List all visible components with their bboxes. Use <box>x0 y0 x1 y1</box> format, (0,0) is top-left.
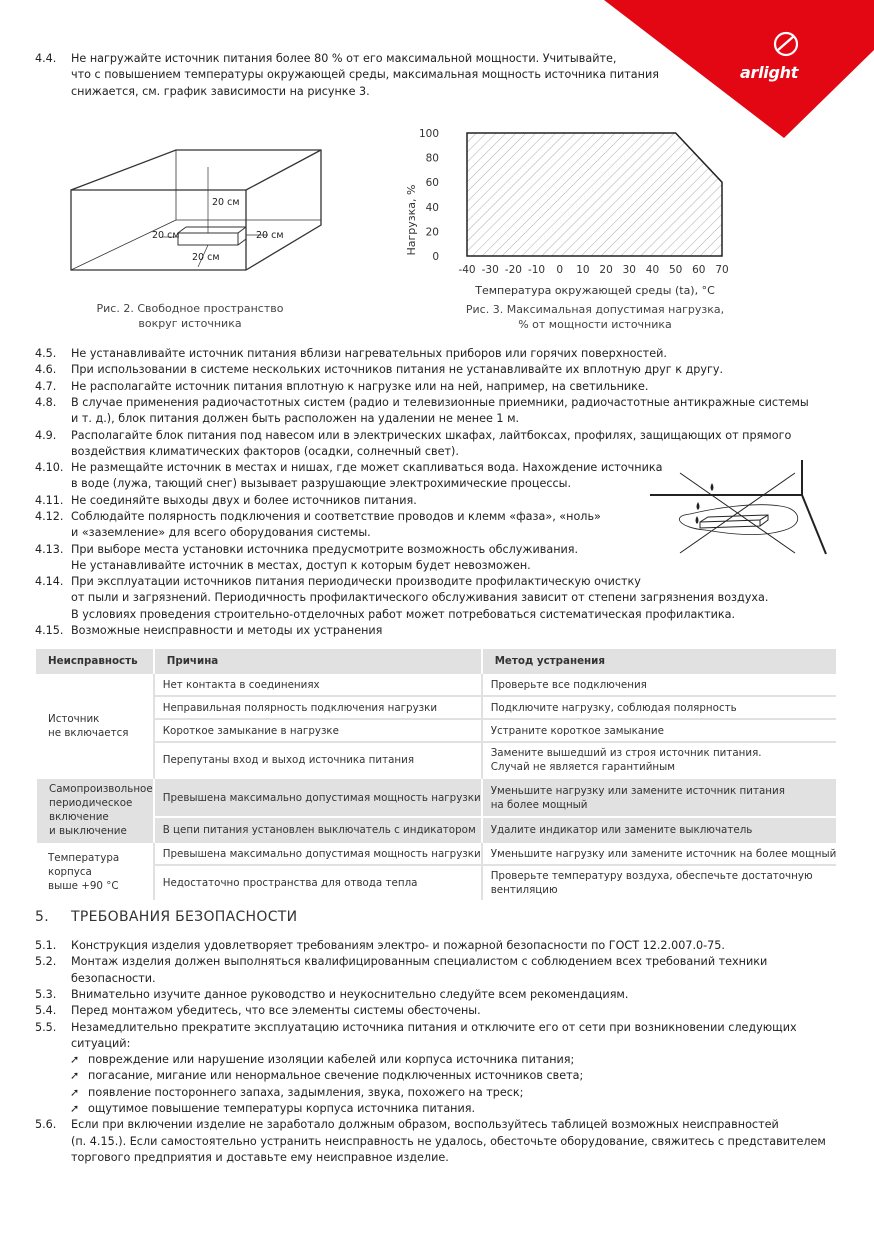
table-row <box>36 778 836 817</box>
chart-area <box>467 133 722 256</box>
cause-cell: Недостаточно пространства для отвода тепла <box>154 865 482 900</box>
table-header-fault: Неисправность <box>36 649 154 673</box>
item-number: 5.6. <box>35 1118 57 1132</box>
item-text: В случае применения радиочастотных систем (радио и телевизионные приемники, радиочастотные антикражные системы <box>71 395 809 409</box>
item-text: Возможные неисправности и методы их устранения <box>71 624 383 638</box>
cause-cell: Неправильная полярность подключения нагрузки <box>154 696 482 719</box>
item-text: от пыли и загрязнений. Периодичность профилактического обслуживания зависит от степени загрязнения воздуха. <box>71 591 769 605</box>
table-row <box>36 742 836 778</box>
dim-left: 20 см <box>152 230 180 241</box>
y-tick-label: 20 <box>425 226 439 239</box>
item-number: 4.9. <box>35 428 57 442</box>
item-text: Соблюдайте полярность подключения и соответствие проводов и клемм «фаза», «ноль» <box>71 510 601 523</box>
fault-cell: Самопроизвольное периодическое включение и выключение <box>36 778 154 842</box>
item-number: 4.4. <box>35 52 57 65</box>
item-number: 5.1. <box>35 939 57 952</box>
fix-cell: Подключите нагрузку, соблюдая полярность <box>482 696 837 719</box>
y-tick-label: 60 <box>425 177 439 190</box>
y-tick-label: 0 <box>432 251 439 263</box>
item-number: 4.11. <box>35 493 64 507</box>
bullet-item: ➚ повреждение или нарушение изоляции кабелей или корпуса источника питания; <box>70 1052 574 1068</box>
x-tick-label: 40 <box>645 264 660 276</box>
item-text: (п. 4.15.). Если самостоятельно устранить неисправность не удалось, обесточьте оборудование, свяжитесь с представителем <box>71 1134 826 1148</box>
chart-y-label: Нагрузка, % <box>405 184 418 256</box>
item-text: При использовании в системе нескольких источников питания не устанавливайте их вплотную друг к другу. <box>71 363 724 377</box>
fault-cell: Источник не включается <box>36 673 154 778</box>
section-title: 5. ТРЕБОВАНИЯ БЕЗОПАСНОСТИ <box>35 909 298 925</box>
arrow-icon: ➚ <box>70 1085 80 1099</box>
table-row <box>36 696 836 719</box>
item-text: Не нагружайте источник питания более 80 % от его максимальной мощности. Учитывайте, <box>71 52 617 65</box>
y-tick-label: 80 <box>425 152 439 165</box>
cause-cell: В цепи питания установлен выключатель с индикатором <box>154 817 482 842</box>
x-tick-label: -10 <box>527 264 546 276</box>
item-text: и т. д.), блок питания должен быть расположен на удалении не менее 1 м. <box>71 412 520 426</box>
item-text: воздействия климатических факторов (осадки, солнечный свет). <box>71 444 459 458</box>
water-warning-figure <box>650 458 830 560</box>
x-tick-label: 20 <box>599 264 613 276</box>
arrow-icon: ➚ <box>70 1102 80 1115</box>
item-text: При выборе места установки источника предусмотрите возможность обслуживания. <box>71 542 579 556</box>
item-text: снижается, см. график зависимости на рисунке 3. <box>71 84 370 98</box>
x-tick-label: -20 <box>504 264 522 276</box>
logo-text: arlight <box>740 63 799 82</box>
y-tick-label: 100 <box>418 128 439 140</box>
cause-cell: Короткое замыкание в нагрузке <box>154 719 482 742</box>
item-text: Не устанавливайте источник в местах, доступ к которым будет невозможен. <box>71 558 531 572</box>
cause-cell: Превышена максимально допустимая мощность нагрузки <box>154 778 482 817</box>
fix-cell: Уменьшите нагрузку или замените источник на более мощный <box>482 842 837 865</box>
item-text: безопасности. <box>71 971 156 985</box>
arlight-logo <box>738 30 838 85</box>
item-text: и «заземление» для всего оборудования системы. <box>71 526 371 540</box>
arrow-icon: ➚ <box>70 1053 80 1067</box>
dim-right: 20 см <box>256 230 284 241</box>
item-number: 5.3. <box>35 987 57 1001</box>
fix-cell: Уменьшите нагрузку или замените источник питания на более мощный <box>482 778 837 817</box>
bullet-item: ➚ погасание, мигание или ненормальное свечение подключенных источников света; <box>70 1068 583 1084</box>
item-text: Перед монтажом убедитесь, что все элементы системы обесточены. <box>71 1004 481 1018</box>
item-text: что с повышением температуры окружающей среды, максимальная мощность источника питания <box>71 68 659 82</box>
fix-cell: Замените вышедший из строя источник питания. Случай не является гарантийным <box>482 742 837 778</box>
item-text: Не располагайте источник питания вплотную к нагрузке или на ней, например, на светильнике. <box>71 379 649 393</box>
chart-y-ticks <box>419 128 439 263</box>
item-number: 4.13. <box>35 542 64 556</box>
item-text: Незамедлительно прекратите эксплуатацию источника питания и отключите его от сети при возникновении следующих <box>71 1020 797 1034</box>
item-number: 5.4. <box>35 1004 57 1018</box>
cause-cell: Нет контакта в соединениях <box>154 673 482 696</box>
fix-cell: Устраните короткое замыкание <box>482 719 837 742</box>
cause-cell: Превышена максимально допустимая мощность нагрузки <box>154 842 482 865</box>
chart-x-label: Температура окружающей среды (ta), °C <box>475 284 715 297</box>
item-number: 4.15. <box>35 624 64 638</box>
item-text: Не размещайте источник в местах и нишах, где может скапливаться вода. Нахождение источника <box>71 461 663 475</box>
item-number: 4.5. <box>35 347 57 360</box>
item-text: Не соединяйте выходы двух и более источников питания. <box>71 493 417 507</box>
bullet-item: ➚ появление постороннего запаха, задымления, звука, похожего на треск; <box>70 1085 523 1101</box>
item-number: 4.12. <box>35 510 64 523</box>
table-row <box>36 719 836 742</box>
item-text: Монтаж изделия должен выполняться квалифицированным специалистом с соблюдением всех требований техники <box>71 955 768 969</box>
fig2-caption: Рис. 2. Свободное пространство вокруг источника <box>96 302 284 330</box>
item-text: Не устанавливайте источник питания вблизи нагревательных приборов или горячих поверхностей. <box>71 347 667 360</box>
x-tick-label: 10 <box>576 264 590 276</box>
item-number: 4.8. <box>35 395 57 409</box>
arrow-icon: ➚ <box>70 1069 80 1083</box>
fault-cell: Температура корпуса выше +90 °С <box>36 842 154 900</box>
item-number: 4.6. <box>35 363 57 377</box>
item-text: Внимательно изучите данное руководство и неукоснительно следуйте всем рекомендациям. <box>71 987 629 1001</box>
table-header-fix: Метод устранения <box>482 649 837 673</box>
x-tick-label: -40 <box>458 264 476 276</box>
fix-cell: Удалите индикатор или замените выключатель <box>482 817 837 842</box>
table-row <box>36 865 836 900</box>
faults-table <box>35 649 836 900</box>
chart-x-ticks <box>458 264 728 276</box>
item-text: В условиях проведения строительно-отделочных работ может потребоваться систематическая профилактика. <box>71 607 736 621</box>
item-text: Располагайте блок питания под навесом или в электрических шкафах, лайтбоксах, профилях, защищающих от прямого <box>71 428 792 442</box>
fig3-caption: Рис. 3. Максимальная допустимая нагрузка, % от мощности источника <box>465 303 725 331</box>
item-number: 4.10. <box>35 461 64 475</box>
x-tick-label: 70 <box>715 264 729 276</box>
dim-bottom: 20 см <box>192 252 220 263</box>
table-row <box>36 817 836 842</box>
table-row <box>36 673 836 696</box>
item-text: При эксплуатации источников питания периодически производите профилактическую очистку <box>71 575 641 589</box>
table-row <box>36 842 836 865</box>
x-tick-label: 50 <box>668 264 683 276</box>
item-number: 5.5. <box>35 1020 57 1034</box>
item-text: Конструкция изделия удовлетворяет требованиям электро- и пожарной безопасности по ГОСТ 12.2.007.0-75. <box>71 939 725 952</box>
x-tick-label: 60 <box>692 264 706 276</box>
fix-cell: Проверьте температуру воздуха, обеспечьте достаточную вентиляцию <box>482 865 837 900</box>
x-tick-label: 0 <box>556 264 564 276</box>
y-tick-label: 40 <box>425 201 439 214</box>
x-tick-label: -30 <box>481 264 499 276</box>
item-text: Если при включении изделие не заработало должным образом, воспользуйтесь таблицей возможных неисправностей <box>71 1118 779 1132</box>
table-header-cause: Причина <box>154 649 482 673</box>
cause-cell: Перепутаны вход и выход источника питания <box>154 742 482 778</box>
item-number: 4.7. <box>35 379 57 393</box>
item-text: ситуаций: <box>71 1036 131 1050</box>
item-text: торгового предприятия и доставьте ему неисправное изделие. <box>71 1150 449 1164</box>
item-number: 4.14. <box>35 575 64 589</box>
dim-top: 20 см <box>212 197 240 208</box>
bullet-item: ➚ ощутимое повышение температуры корпуса источника питания. <box>70 1101 475 1117</box>
x-tick-label: 30 <box>622 264 636 276</box>
fix-cell: Проверьте все подключения <box>482 673 837 696</box>
item-number: 5.2. <box>35 955 57 969</box>
item-text: в воде (лужа, тающий снег) вызывает разрушающие электрохимические процессы. <box>71 477 572 491</box>
